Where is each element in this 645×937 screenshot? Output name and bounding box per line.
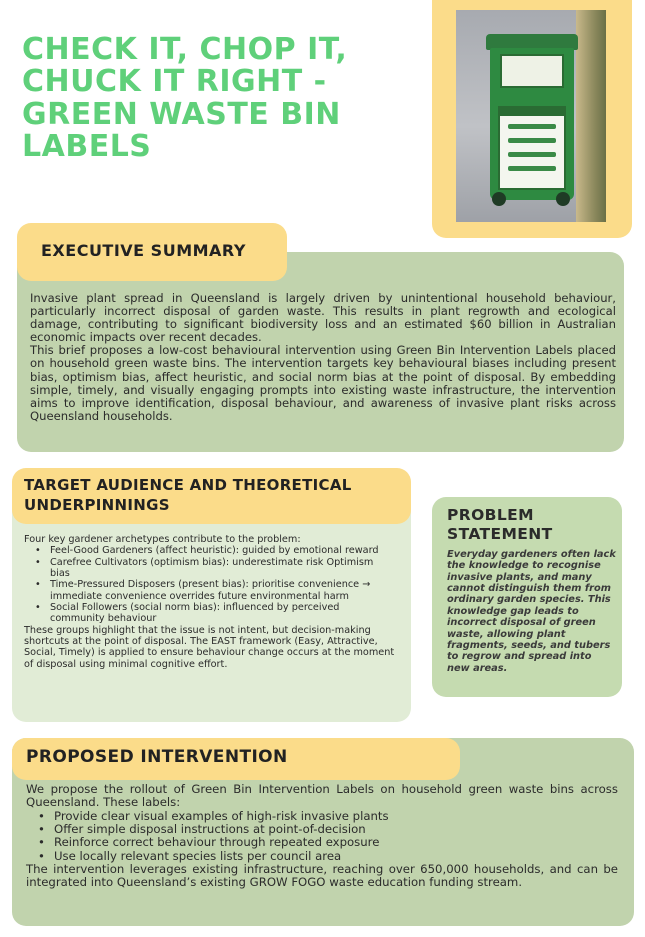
archetype-list <box>24 545 396 624</box>
label-line <box>508 152 556 157</box>
list-item: • Time-Pressured Disposers (present bias): prioritise convenience → immediate convenience overrides future environmental harm <box>24 579 396 602</box>
page-title: CHECK IT, CHOP IT, CHUCK IT RIGHT - GREEN WASTE BIN LABELS <box>22 32 348 165</box>
label-line <box>508 124 556 129</box>
photo-card <box>432 0 632 238</box>
proposed-intervention-conclusion: The intervention leverages existing infrastructure, reaching over 650,000 households, and can be integrated into Queensland’s existing GROW FOGO waste education funding stream. <box>26 861 618 890</box>
label-features-list <box>26 810 618 863</box>
target-audience-conclusion: These groups highlight that the issue is not intent, but decision-making shortcuts at the point of disposal. The EAST framework (Easy, Attractive, Social, Timely) is applied to ensure behaviour change occurs at the moment of disposal using minimal cognitive effort. <box>24 624 395 670</box>
target-audience-heading: TARGET AUDIENCE AND THEORETICAL UNDERPINNINGS <box>12 468 411 524</box>
executive-summary-heading: EXECUTIVE SUMMARY <box>17 223 287 281</box>
problem-statement-text: Everyday gardeners often lack the knowledge to recognise invasive plants, and many cannot distinguish them from ordinary garden species. This knowledge gap leads to incorrect disposal of green waste, allowing plant fragments, seeds, and tubers to regrow and spread into new areas. <box>447 549 616 674</box>
list-item: • Reinforce correct behaviour through repeated exposure <box>26 836 618 849</box>
executive-summary-paragraph: This brief proposes a low-cost behavioural intervention using Green Bin Intervention Labels placed on household green waste bins. The intervention targets key behavioural biases including present bias, optimism bias, affect heuristic, and social norm bias at the point of disposal. By embedding simple, timely, and visually engaging prompts into existing waste infrastructure, the intervention aims to improve identification, disposal behaviour, and awareness of invasive plant risks across Queensland households. <box>30 343 616 423</box>
grass-edge <box>576 10 606 222</box>
green-waste-bin-photo <box>456 10 606 222</box>
bin-front-label <box>498 106 566 190</box>
proposed-intervention-heading: PROPOSED INTERVENTION <box>12 738 460 780</box>
executive-summary-text <box>30 292 616 423</box>
proposed-intervention-text <box>26 783 618 890</box>
list-item: • Feel-Good Gardeners (affect heuristic): guided by emotional reward <box>24 545 396 556</box>
list-item: • Carefree Cultivators (optimism bias): underestimate risk Optimism bias <box>24 557 396 580</box>
bin-wheel <box>492 192 506 206</box>
target-audience-text <box>24 534 396 670</box>
list-item: • Offer simple disposal instructions at point-of-decision <box>26 823 618 836</box>
label-line <box>508 166 556 171</box>
list-item: • Social Followers (social norm bias): influenced by perceived community behaviour <box>24 602 396 625</box>
list-item: • Provide clear visual examples of high-risk invasive plants <box>26 810 618 823</box>
bin-wheel <box>556 192 570 206</box>
label-line <box>508 138 556 143</box>
list-item: • Use locally relevant species lists per council area <box>26 850 618 863</box>
bin-lid-label <box>500 54 564 88</box>
bin-label-header <box>498 106 566 116</box>
target-audience-intro: Four key gardener archetypes contribute to the problem: <box>24 534 301 545</box>
executive-summary-paragraph: Invasive plant spread in Queensland is largely driven by unintentional household behaviour, particularly incorrect disposal of garden waste. This results in plant regrowth and ecological damage, contributing to significant biodiversity loss and an estimated $60 billion in Australian economic impacts over recent decades. <box>30 291 616 345</box>
proposed-intervention-intro: We propose the rollout of Green Bin Intervention Labels on household green waste bins across Queensland. These labels: <box>26 782 618 810</box>
problem-statement-heading: PROBLEM STATEMENT <box>447 506 553 544</box>
